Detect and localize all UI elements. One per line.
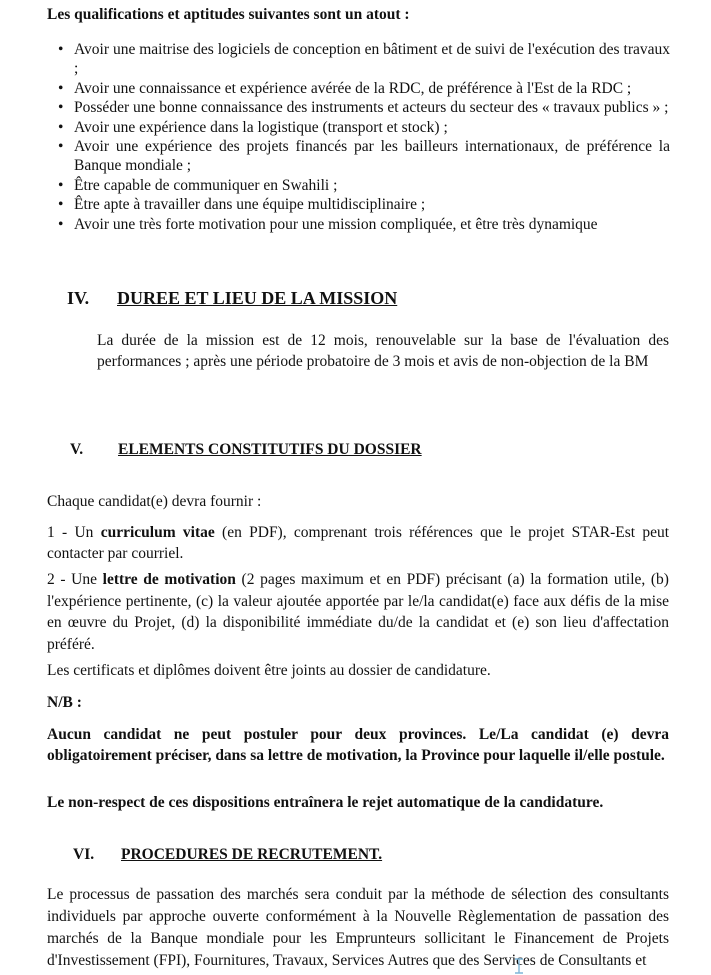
list-item: • Avoir une expérience dans la logistique (transport et stock) ; xyxy=(58,118,670,137)
letter-rest: (2 pages maximum et en PDF) précisant (a) la formation utile, (b) l'expérience pertinente, (c) la valeur ajoutée apportée par le/la candidat(e) face aux défis de la mise en œuvre du Projet, (d) la disponibilité immédiate du/de la candidat et (e) son lieu d'affectation préféré. xyxy=(47,571,669,653)
candidate-intro: Chaque candidat(e) devra fournir : xyxy=(47,493,262,510)
cv-requirement xyxy=(47,522,669,564)
cv-rest: (en PDF), comprenant trois références que le projet STAR-Est peut contacter par courriel. xyxy=(47,524,670,562)
text-cursor-icon xyxy=(513,958,525,974)
cv-prefix: 1 - Un xyxy=(47,524,101,541)
certificates-paragraph: Les certificats et diplômes doivent être joints au dossier de candidature. xyxy=(47,662,491,679)
section-number: IV. xyxy=(67,288,90,308)
section-v-heading xyxy=(70,440,422,459)
section-number: VI. xyxy=(73,846,95,863)
procedures-paragraph: Le processus de passation des marchés sera conduit par la méthode de sélection des consultants individuels par approche ouverte conformément à la Nouvelle Règlementation de passation des marchés de la Banque mondiale pour les Emprunteurs sollicitant le Financement de Projets d'Investissement (FPI), Fournitures, Travaux, Services Autres que des Services de Consultants et xyxy=(47,886,669,969)
list-item: • Avoir une maitrise des logiciels de conception en bâtiment et de suivi de l'exécution des travaux ; xyxy=(58,40,670,79)
section-title: PROCEDURES DE RECRUTEMENT. xyxy=(121,846,383,863)
nb-warning: Aucun candidat ne peut postuler pour deux provinces. Le/La candidat (e) devra obligatoirement préciser, dans sa lettre de motivation, la Province pour laquelle il/elle postule. xyxy=(47,726,669,764)
nb-label: N/B : xyxy=(47,694,82,711)
qualifications-heading: Les qualifications et aptitudes suivantes sont un atout : xyxy=(47,6,410,23)
section-title: ELEMENTS CONSTITUTIFS DU DOSSIER xyxy=(118,441,422,458)
section-number: V. xyxy=(70,441,84,458)
rejection-notice: Le non-respect de ces dispositions entraînera le rejet automatique de la candidature. xyxy=(47,794,604,811)
letter-prefix: 2 - Une xyxy=(47,571,103,588)
list-item: • Avoir une très forte motivation pour une mission compliquée, et être très dynamique xyxy=(58,215,670,234)
section-iv-heading xyxy=(67,287,397,309)
section-vi-heading xyxy=(73,845,382,864)
qualifications-list xyxy=(58,40,670,234)
section-title: DUREE ET LIEU DE LA MISSION xyxy=(117,288,398,308)
list-item: • Être apte à travailler dans une équipe multidisciplinaire ; xyxy=(58,195,670,214)
mission-duration-paragraph: La durée de la mission est de 12 mois, renouvelable sur la base de l'évaluation des performances ; après une période probatoire de 3 mois et avis de non-objection de la BM xyxy=(97,332,669,370)
list-item: • Être capable de communiquer en Swahili ; xyxy=(58,176,670,195)
list-item: • Posséder une bonne connaissance des instruments et acteurs du secteur des « travaux publics » ; xyxy=(58,98,670,117)
letter-bold-term: lettre de motivation xyxy=(102,571,236,588)
list-item: • Avoir une expérience des projets financés par les bailleurs internationaux, de préférence la Banque mondiale ; xyxy=(58,137,670,176)
cv-bold-term: curriculum vitae xyxy=(100,524,215,541)
list-item: • Avoir une connaissance et expérience avérée de la RDC, de préférence à l'Est de la RDC ; xyxy=(58,79,670,98)
motivation-letter-requirement xyxy=(47,569,669,655)
